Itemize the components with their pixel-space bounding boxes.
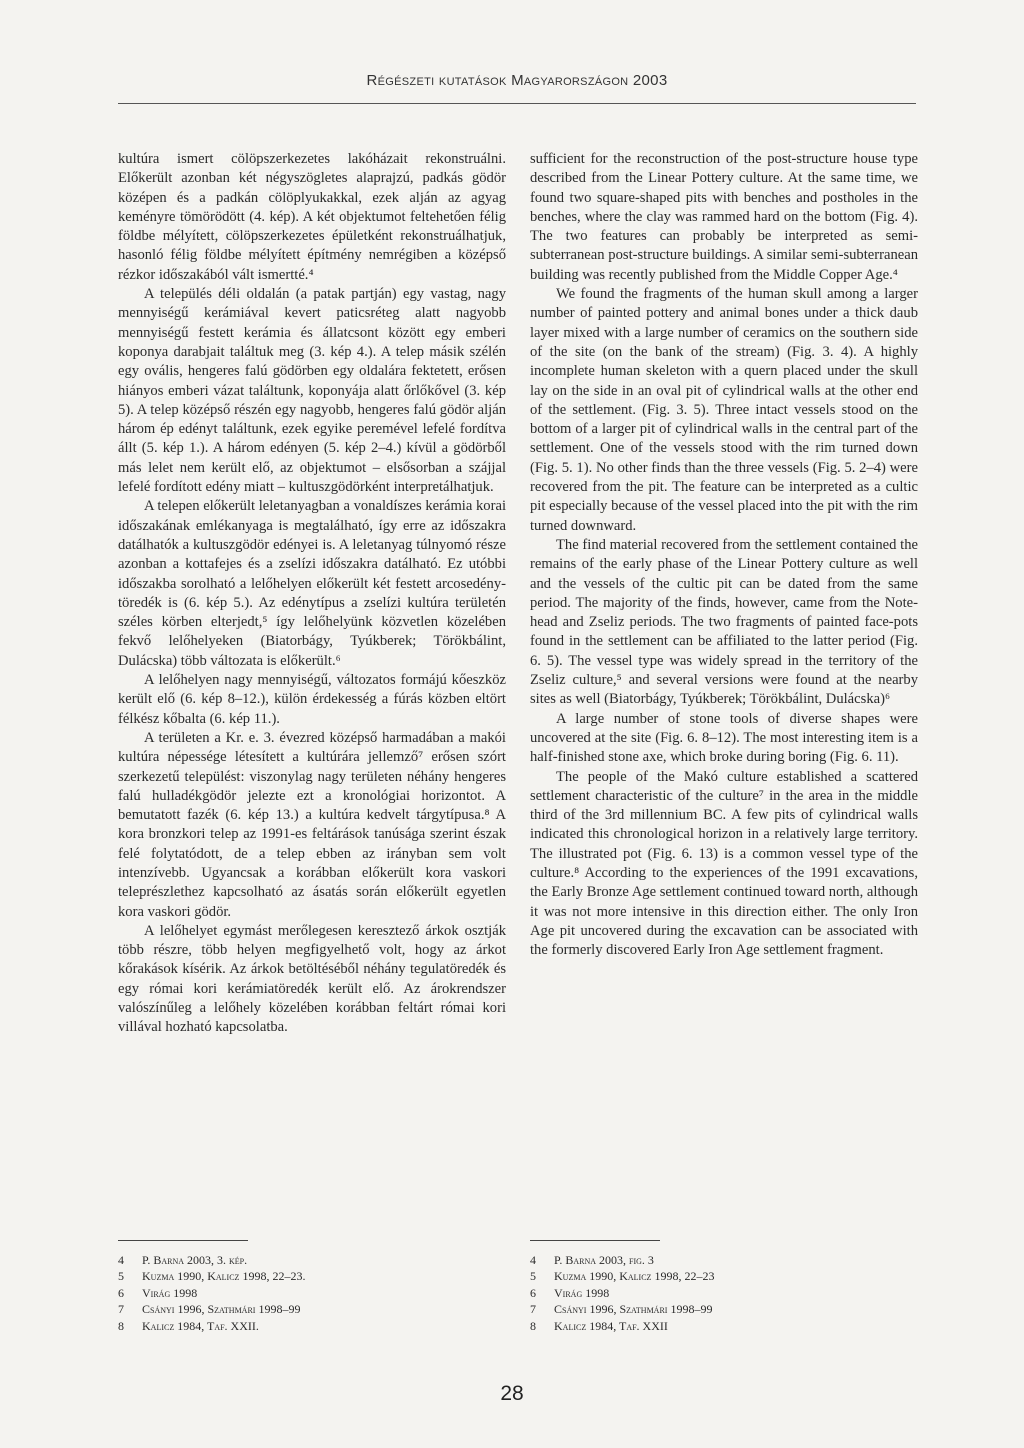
en-paragraph-4: A large number of stone tools of diverse shapes were uncovered at the site (Fig. 6. 8–12). The most interesting item is a half-finished stone axe, which broke during boring (Fig. 6. 11). [530, 710, 918, 766]
footnote [530, 1301, 910, 1317]
en-paragraph-2: We found the fragments of the human skull among a larger number of painted pottery and animal bones under a thick daub layer mixed with a large number of ceramics on the southern side of the site (on the bank of the stream) (Fig. 3. 4). A highly incomplete human skeleton with a quern placed under the skull lay on the side in an oval pit of cylindrical walls at the other end of the settlement. (Fig. 3. 5). Three intact vessels stood on the bottom of a larger pit of cylindrical walls in the central part of the settlement. One of the vessels stood with the rim turned down (Fig. 5. 1). No other finds than the three vessels (Fig. 5. 2–4) were recovered from the pit. The feature can be interpreted as a cultic pit especially because of the vessel placed into the pit with the rim turned downward. [530, 286, 918, 534]
hu-paragraph-2: A település déli oldalán (a patak partján) egy vastag, nagy mennyiségű kerámiával kevert paticsréteg alatt nagyobb mennyiségű festett kerámia és állatcsont között egy emberi koponya darabjait találtuk meg (3. kép 4.). A telep másik szélén egy ovális, hengeres falú gödörben egy oldalára fektetett, erősen hiányos emberi vázat találtunk, koponyája alatt őrlőkővel (3. kép 5). A telep középső részén egy nagyobb, hengeres falú gödör alján három ép edényt találtunk, ezek egyike peremével lefelé fordítva állt (5. kép 1.). A három edényen (5. kép 2–4.) kívül a gödörből más lelet nem került elő, az objektumot – elsősorban a szájjal lefelé fordított edény miatt – kultuszgödörként interpretálhatjuk. [118, 286, 506, 496]
footnote-divider-left [118, 1240, 248, 1241]
footnotes-hungarian [118, 1252, 498, 1334]
footnote-text: Virág 1998 [142, 1285, 198, 1300]
footnote-number: 7 [530, 1302, 536, 1317]
en-paragraph-5: The people of the Makó culture established a scattered settlement characteristic of the culture⁷ in the area in the middle third of the 3rd millennium BC. A few pits of cylindrical walls indicated this chronological horizon in a relatively large territory. The illustrated pot (Fig. 6. 13) is a common vessel type of the culture.⁸ According to the experiences of the 1991 excavations, the Early Bronze Age settlement continued toward north, although it was not more intensive in this direction either. The only Iron Age pit uncovered during the excavation can be associated with the formerly discovered Early Iron Age settlement fragment. [530, 768, 918, 959]
hungarian-column [118, 150, 506, 1038]
hu-paragraph-3: A telepen előkerült leletanyagban a vonaldíszes kerámia korai időszakának emlékanyaga is megtalálható, így erre az időszakra datálhatók a kultuszgödör edényei is. A leletanyag túlnyomó része azonban a kottafejes és a zselízi időszakra datálható. Ez utóbbi időszakba sorolható a lelőhelyen előkerült két festett arcosedény-töredék is (6. kép 5.). Az edénytípus a zselízi kultúra területén széles körben elterjedt,⁵ így lelőhelyünk közvetlen közelében fekvő lelőhelyeken (Biatorbágy, Tyúkberek; Törökbálint, Dulácska) több változata is előkerült.⁶ [118, 498, 506, 669]
footnote-number: 8 [118, 1318, 124, 1333]
footnote-number: 5 [530, 1269, 536, 1284]
footnote-number: 7 [118, 1302, 124, 1317]
footnote-text: Csányi 1996, Szathmári 1998–99 [554, 1302, 713, 1317]
footnote [118, 1252, 498, 1268]
page-number: 28 [500, 1382, 524, 1405]
header-divider [118, 103, 916, 104]
footnote [530, 1268, 910, 1284]
english-column [530, 150, 918, 960]
en-paragraph-1: sufficient for the reconstruction of the post-structure house type described from the Linear Pottery culture. At the same time, we found two square-shaped pits with benches and postholes in the benches, where the clay was rammed hard on the bottom (Fig. 4). The two features can probably be interpreted as semi-subterranean post-structure buildings. A similar semi-subterranean building was recently published from the Middle Copper Age.⁴ [530, 151, 918, 283]
hu-paragraph-4: A lelőhelyen nagy mennyiségű, változatos formájú kőeszköz került elő (6. kép 8–12.), külön érdekesség a fúrás közben eltört félkész kőbalta (6. kép 11.). [118, 672, 506, 727]
footnote [530, 1252, 910, 1268]
footnote-number: 6 [530, 1285, 536, 1300]
footnote-text: P. Barna 2003, 3. kép. [142, 1253, 248, 1267]
en-paragraph-3: The find material recovered from the settlement contained the remains of the early phase of the Linear Pottery culture as well and the vessels of the cultic pit can be dated from the same period. The majority of the finds, however, came from the Note-head and Zseliz periods. The two fragments of painted face-pots found in the settlement can be affiliated to the latter period (Fig. 6. 5). The vessel type was widely spread in the territory of the Zseliz culture,⁵ and several versions were found at the nearby sites as well (Biatorbágy, Tyúkberek; Törökbálint, Dulácska)⁶ [530, 536, 918, 708]
footnote-text: Kuzma 1990, Kalicz 1998, 22–23 [554, 1269, 715, 1284]
footnote [530, 1285, 910, 1301]
footnote-text: P. Barna 2003, fig. 3 [554, 1253, 654, 1267]
footnote-number: 4 [530, 1253, 536, 1267]
footnote-divider-right [530, 1240, 660, 1241]
running-header: Régészeti kutatások Magyarországon 2003 [366, 72, 668, 89]
hu-paragraph-6: A lelőhelyet egymást merőlegesen keresztező árkok osztják több részre, több helyen megfigyelhető volt, hogy az árkot kőrakások kísérik. Az árkok betöltéséből néhány tegulatöredék és egy római kori kerámiatöredék került elő. Az árokrendszer valószínűleg a lelőhely közelében korábban feltárt római kori villával hozható kapcsolatba. [118, 922, 506, 1036]
footnote [530, 1318, 910, 1334]
footnote [118, 1268, 498, 1284]
footnotes-english [530, 1252, 910, 1334]
footnote-number: 6 [118, 1285, 124, 1300]
footnote-text: Kalicz 1984, Taf. XXII [554, 1318, 668, 1333]
footnote [118, 1285, 498, 1301]
footnote-number: 4 [118, 1253, 124, 1267]
footnote-text: Csányi 1996, Szathmári 1998–99 [142, 1302, 301, 1317]
footnote-number: 5 [118, 1269, 124, 1284]
footnote [118, 1301, 498, 1317]
hu-paragraph-5: A területen a Kr. e. 3. évezred középső harmadában a makói kultúra népessége létesített a kultúrára jellemző⁷ erősen szórt szerkezetű települést: viszonylag nagy területen néhány hengeres falú hulladékgödör jelezte ezt a kronológiai horizontot. A bemutatott fazék (6. kép 13.) a kultúra kedvelt tárgytípusa.⁸ A kora bronzkori telep az 1991-es feltárások tanúsága szerint észak felé folytatódott, de a telep ebben az irányban sem volt intenzívebb. Ugyancsak a korábban előkerült kora vaskori teleprészlethez kapcsolható az ásatás során előkerült egyetlen kora vaskori gödör. [118, 729, 506, 920]
footnote-text: Kuzma 1990, Kalicz 1998, 22–23. [142, 1269, 306, 1284]
footnote-text: Virág 1998 [554, 1285, 610, 1300]
footnote-number: 8 [530, 1318, 536, 1333]
footnote-text: Kalicz 1984, Taf. XXII. [142, 1318, 259, 1333]
hu-paragraph-1: kultúra ismert cölöpszerkezetes lakóházait rekonstruálni. Előkerült azonban két négyszögletes alaprajzú, padkás gödör középen és a padkán cölöplyukakkal, ezek alján az agyag keményre tömörödött (4. kép). A két objektumot feltehetően félig földbe mélyített, cölöpszerkezetes épületként rekonstruálhatjuk, hasonló félig földbe mélyített építmény nemrégiben a középső rézkor időszakából vált ismertté.⁴ [118, 151, 506, 283]
footnote [118, 1318, 498, 1334]
